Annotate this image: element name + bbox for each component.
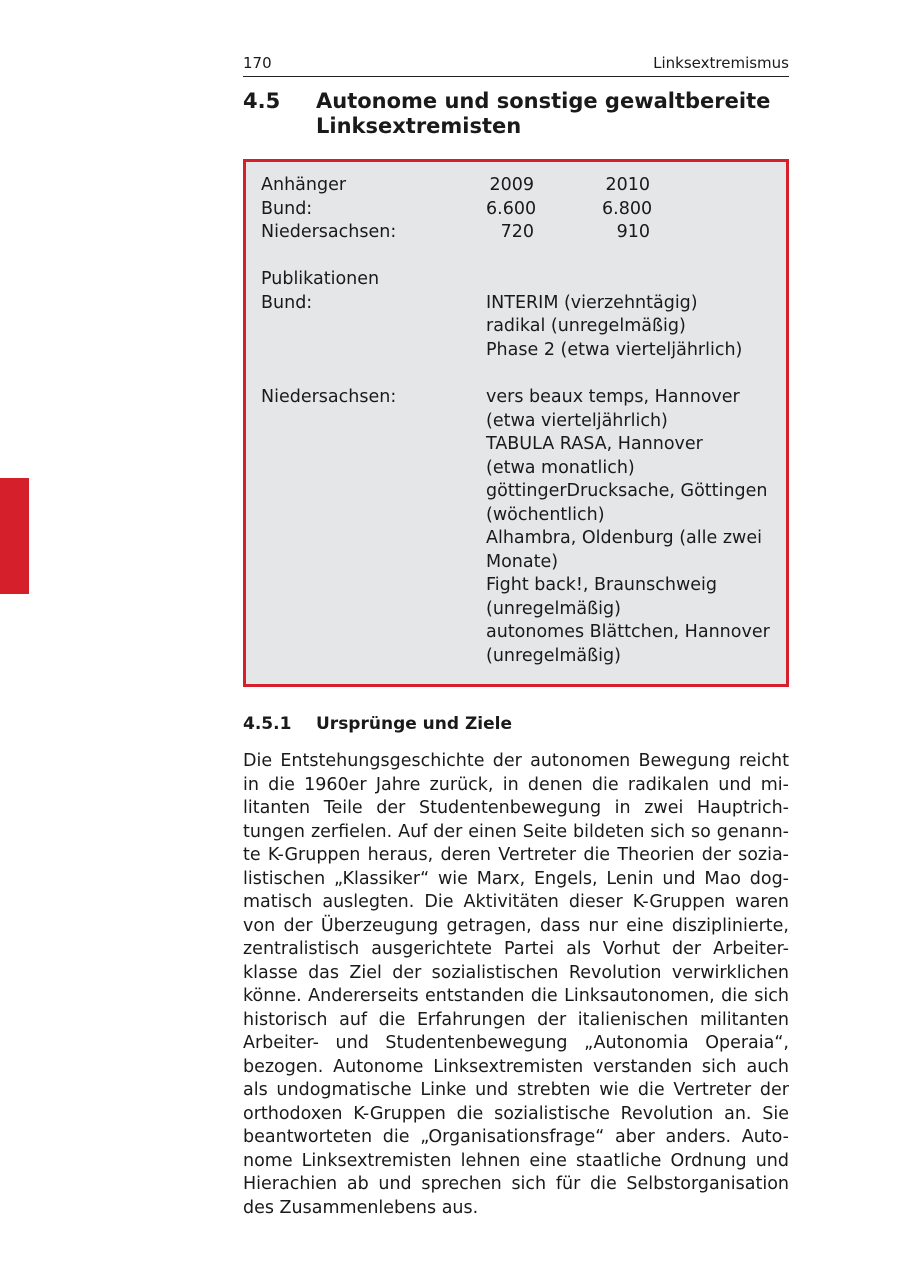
- publication-item: göttingerDrucksache, Göttingen: [486, 481, 768, 501]
- publications-bund-label: Bund:: [261, 292, 313, 313]
- publication-item: autonomes Blättchen, Hannover: [486, 622, 770, 642]
- section-number: 4.5: [243, 89, 281, 113]
- subsection-number: 4.5.1: [243, 714, 292, 734]
- section-title: [316, 89, 786, 139]
- page-number: 170: [243, 54, 272, 72]
- publication-item: radikal (unregelmäßig): [486, 316, 686, 336]
- section-title-line: Autonome und sonstige gewaltbereite: [316, 89, 771, 113]
- bund-label: Bund:: [261, 198, 313, 219]
- niedersachsen-2010-value: 910: [616, 222, 650, 242]
- publication-item: vers beaux temps, Hannover: [486, 387, 740, 407]
- publication-item: TABULA RASA, Hannover: [486, 434, 703, 454]
- body-paragraph: [243, 750, 789, 1220]
- section-title-line: Linksextremisten: [316, 114, 522, 138]
- publication-item: Alhambra, Oldenburg (alle zwei: [486, 528, 762, 548]
- paragraph-line: Arbeiter- und Studentenbewegung „Autonomia Operaia“,: [243, 1033, 789, 1053]
- niedersachsen-label: Niedersachsen:: [261, 222, 397, 242]
- paragraph-line: orthodoxen K-Gruppen die sozialistische Revolution an. Sie: [243, 1103, 789, 1124]
- year-2009-header: 2009: [489, 175, 534, 195]
- publication-item: (unregelmäßig): [486, 598, 621, 619]
- publication-item: Fight back!, Braunschweig: [486, 575, 717, 595]
- chapter-marker-tab: [0, 478, 29, 594]
- publications-niedersachsen-list: [486, 386, 770, 668]
- paragraph-line: des Zusammenlebens aus.: [243, 1197, 479, 1218]
- paragraph-line: als undogmatische Linke und strebten wie die Vertreter der: [243, 1080, 789, 1100]
- statistics-box: [243, 159, 789, 687]
- publication-item: INTERIM (vierzehntägig): [486, 292, 698, 313]
- paragraph-line: te K-Gruppen heraus, deren Vertreter die Theorien der sozia-: [243, 845, 789, 865]
- paragraph-line: listischen „Klassiker“ wie Marx, Engels, Lenin und Mao dog-: [243, 868, 789, 889]
- publications-label: Publikationen: [261, 269, 380, 289]
- paragraph-line: klasse das Ziel der sozialistischen Revolution verwirklichen: [243, 962, 789, 983]
- paragraph-line: Hierachien ab und sprechen sich für die Selbstorganisation: [243, 1174, 789, 1194]
- paragraph-line: zentralistisch ausgerichtete Partei als Vorhut der Arbeiter-: [243, 939, 789, 959]
- bund-2009-value: 6.600: [486, 198, 537, 219]
- paragraph-line: beantworteten die „Organisationsfrage“ aber anders. Auto-: [243, 1127, 789, 1147]
- publication-item: (unregelmäßig): [486, 645, 621, 666]
- publications-bund-list: [486, 292, 742, 363]
- publication-item: Monate): [486, 551, 559, 572]
- paragraph-line: tungen zerfielen. Auf der einen Seite bildeten sich so genann-: [243, 821, 789, 842]
- publications-niedersachsen-label: Niedersachsen:: [261, 387, 397, 407]
- publication-item: (etwa monatlich): [486, 457, 635, 478]
- paragraph-line: litanten Teile der Studentenbewegung in zwei Hauptrich-: [243, 798, 789, 818]
- paragraph-line: matisch auslegten. Die Aktivitäten dieser K-Gruppen waren: [243, 892, 789, 912]
- publication-item: Phase 2 (etwa vierteljährlich): [486, 339, 743, 360]
- year-2010-header: 2010: [605, 175, 650, 195]
- running-title: Linksextremismus: [653, 54, 789, 72]
- publication-item: (wöchentlich): [486, 504, 605, 525]
- supporters-label: Anhänger: [261, 175, 347, 195]
- paragraph-line: nome Linksextremisten lehnen eine staatliche Ordnung und: [243, 1150, 789, 1171]
- paragraph-line: in die 1960er Jahre zurück, in denen die radikalen und mi-: [243, 774, 789, 795]
- niedersachsen-2009-value: 720: [500, 222, 534, 242]
- paragraph-line: Die Entstehungsgeschichte der autonomen Bewegung reicht: [243, 751, 789, 771]
- paragraph-line: könne. Andererseits entstanden die Linksautonomen, die sich: [243, 986, 789, 1006]
- publication-item: (etwa vierteljährlich): [486, 410, 668, 431]
- paragraph-line: historisch auf die Erfahrungen der italienischen militanten: [243, 1009, 789, 1030]
- paragraph-line: von der Überzeugung getragen, dass nur eine disziplinierte,: [243, 915, 789, 936]
- bund-2010-value: 6.800: [602, 198, 653, 219]
- page-header: [243, 52, 789, 77]
- subsection-title: Ursprünge und Ziele: [316, 714, 513, 734]
- paragraph-line: bezogen. Autonome Linksextremisten verstanden sich auch: [243, 1056, 789, 1077]
